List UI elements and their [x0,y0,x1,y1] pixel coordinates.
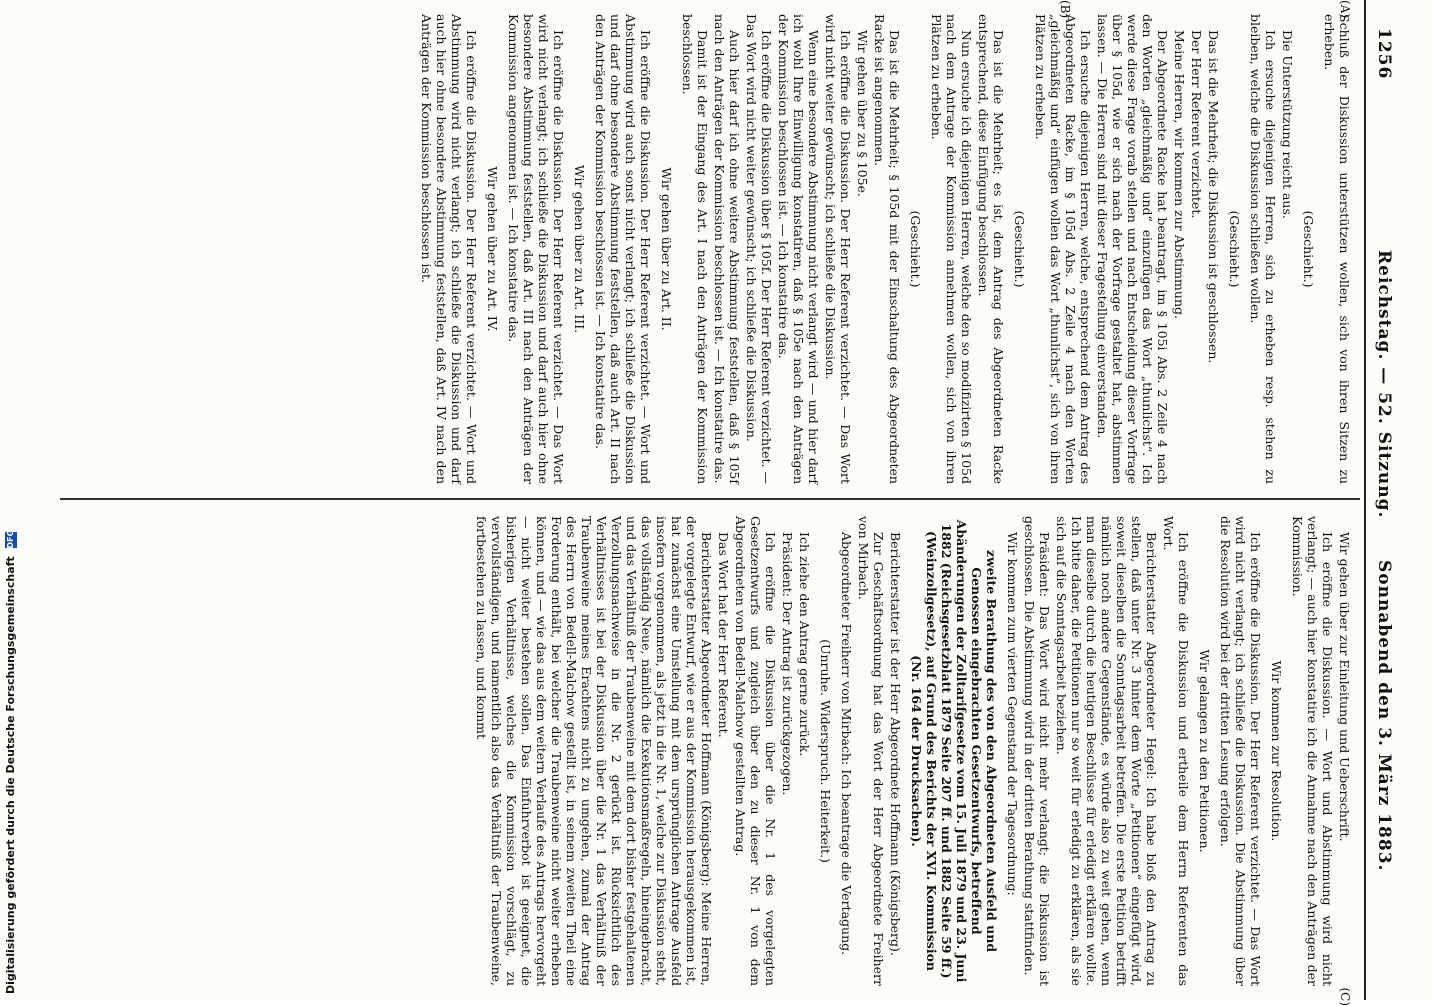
paragraph: Ich eröffne die Diskussion. Der Herr Referent verzichtet. — Wort und Abstimmung wird auch sonst nicht verlangt; ich schließe die Diskussion und darf ohne besondere Abstimmung feststellen, daß auch Art. II nach den Anträgen der Kommission beschlossen ist. — Ich konstatire das. [593,14,653,484]
margin-marker-b: (B) [1058,0,1072,19]
paragraph: Wir gehen über zu § 105e. [855,30,870,197]
paragraph: Wir gelangen zu den Petitionen. [1197,649,1212,853]
paragraph: Präsident: Das Wort wird nicht mehr verlangt; die Diskussion ist geschlossen. Die Abstimmung wird in der dritten Berathung stattfinden. [1022,516,1052,986]
left-column [417,0,1352,484]
paragraph: Berichterstatter Abgeordneter Hoffmann (Königsberg): Meine Herren, der vorgelegte Entwurf, wie er aus der Kommission herausgekommen ist, hat zunächst eine Umstellung mit dem ursprünglichen Antrage Ausfeld insofern vorgenommen, als jetzt in die Nr. 1, welche zur Diskussion steht, das vollständig Neue, nämlich die Exekutionsmaßregeln, hineingebracht, und das Verhältniß der Traubenweine mit dem dort bisher festgehaltenen Verzollungsnachweise in die Nr. 2 gerückt ist. Rücksichtlich des Verhältnisses ist bei der Diskussion über die Nr. 1 das Verhältniß der Traubenweine meines Erachtens nicht zu umgehen, zumal der Antrag des Herrn von Bedell-Malchow gestellt ist, in seinem zweiten Theil eine Forderung enthält, bei welcher die Traubenweine nicht weiter erheben können, und — wie das aus dem weitern Verlaufe des Antrags hervorgeht — nicht weiter bestehen sollen. Das Einfuhrverbot ist geeignet, die bisherigen Verhältnisse, welches die Kommission vorschlägt, zu vervollständigen, und namentlich also das Verhältniß der Traubenweine, fortbestehen zu lassen, und kommt [474,516,714,986]
paragraph: Wir gehen über zur Einleitung und Ueberschrift. [1337,532,1352,842]
footer-credit [4,529,17,994]
paragraph: Der Abgeordnete Racke hat beantragt, im § 105i Abs. 2 Zeile 4 nach den Worten „gleichmäßig und“ einzufügen das Wort „thunlichst“. Ich werde diese Frage vorab stellen und nach Entscheidung dieser Vorfrage über § 105d, wie er sich nach der Vorfrage gestaltet hat, abstimmen lassen. — Die Herren sind mit dieser Fragestellung einverstanden. [1095,14,1170,484]
paragraph: Wenn eine besondere Abstimmung nicht verlangt wird — und hier darf ich wohl Ihre Einwilligung konstatiren, daß § 105e nach den Anträgen der Kommission beschlossen ist. — Ich konstatire das. [776,14,821,484]
paragraph: Die Unterstützung reicht aus. [1280,30,1295,219]
header-right-title: Sonnabend den 3. März 1883. [1374,560,1394,872]
rotated-page [40,0,1400,1006]
paragraph: Wir kommen zur Resolution. [1269,660,1284,842]
paragraph: Das ist die Mehrheit; die Diskussion ist geschlossen. [1206,30,1221,364]
paragraph: Ich eröffne die Diskussion. Der Herr Referent verzichtet. — Das Wort wird nicht verlangt; ich schließe die Diskussion und darf auch hier ohne besondere Abstimmung feststellen, daß Art. III nach den Anträgen der Kommission angenommen ist. — Ich konstatire das. [506,14,566,484]
page-number: 1256 [1374,28,1394,80]
paragraph: (Geschieht.) [1227,210,1242,288]
paragraph: Wir gehen über zu Art. II. [659,167,674,331]
footer-text: Digitalisierung gefördert durch die Deutsche Forschungsgemeinschaft [4,556,17,994]
paragraph: Wir kommen zum vierten Gegenstand der Tagesordnung: [1005,532,1020,896]
paragraph: Zur Geschäftsordnung hat das Wort der Herr Abgeordnete Freiherr von Mirbach. [856,516,886,986]
paragraph: Ich eröffne die Diskussion. Der Herr Referent verzichtet. — Wort und Abstimmung wird nicht verlangt; ich schließe die Diskussion und darf auch hier ohne besondere Abstimmung feststellen, daß Art. IV nach den Anträgen der Kommission beschlossen ist. [419,14,479,484]
page-header [1360,0,1400,1000]
paragraph: Ich ersuche diejenigen Herren, welche, entsprechend dem Antrag des Abgeordneten Racke, im § 105d Abs. 2 Zeile 4 nach den Worten „gleichmäßig und“ einfügen wollen das Wort „thunlichst“, sich von ihren Plätzen zu erheben. [1033,14,1093,484]
paragraph: Schluß der Diskussion unterstützen wollen, sich von ihren Sitzen zu erheben. [1322,14,1352,484]
paragraph: Das ist die Mehrheit; § 105d mit der Einschaltung des Abgeordneten Racke ist angenommen. [872,14,902,484]
paragraph: Auch hier darf ich ohne weitere Abstimmung feststellen, daß § 105f nach den Anträgen der Kommission beschlossen ist. — Ich konstatire das. [712,14,742,484]
paragraph: (Geschieht.) [1301,210,1316,288]
header-rule [1364,0,1366,1000]
paragraph: (Geschieht.) [1012,210,1027,288]
paragraph: Ich eröffne die Diskussion über § 105f. Der Herr Referent verzichtet. — Das Wort wird nicht weiter gewünscht; ich schließe die Diskussion. [744,14,774,484]
paragraph: Damit ist der Eingang des Art. I nach den Anträgen der Kommission beschlossen. [680,14,710,484]
paragraph: Wir gehen über zu Art. IV. [485,166,500,332]
paragraph: Wir gehen über zu Art. III. [572,164,587,334]
paragraph: Ich ersuche diejenigen Herren, sich zu erheben resp. stehen zu bleiben, welche die Diskussion schließen wollen. [1248,14,1278,484]
paragraph: Ich eröffne die Diskussion. — Wort und Abstimmung wird nicht verlangt; — auch hier konstatire ich die Annahme nach den Anträgen der Kommission. [1290,516,1335,986]
paragraph: Präsident: Der Antrag ist zurückgezogen. [780,532,795,796]
paragraph: (Geschieht.) [908,210,923,288]
margin-marker-c: (C) [1338,987,1352,1006]
paragraph: Berichterstatter Abgeordneter Hegel: Ich habe bloß den Antrag zu stellen, daß unter Nr. 3 hinter dem Worte „Petitionen“ eingefügt wird, soweit dieselben die Sonntagsarbeit betreffen. Die erste Petition betrifft nämlich noch andere Gegenstände, es würde also zu weit gehen, wenn man dieselbe durch die heutigen Beschlüsse für erledigt erklären wollte. Ich bitte daher, die Petitionen nur so weit für erledigt zu erklären, als sie sich auf die Sonntagsarbeit beziehen. [1054,516,1159,986]
paragraph: Ich eröffne die Diskussion und ertheile dem Herrn Referenten das Wort. [1161,516,1191,986]
header-left-title: Reichstag. — 52. Sitzung. [1374,250,1394,519]
paragraph: Ich ziehe den Antrag gerne zurück. [797,532,812,757]
paragraph: Der Herr Referent verzichtet. [1189,30,1204,219]
right-column [472,516,1352,1006]
paragraph: Abgeordneter Freiherr von Mirbach: Ich beantrage die Vertagung. [839,532,854,956]
margin-marker-a: (A) [1338,0,1352,19]
paragraph: Das Wort hat der Herr Referent. [716,532,731,738]
paragraph: Ich eröffne die Diskussion über die Nr. 1 des vorgelegten Gesetzentwurfs und zugleich über den zu dieser Nr. 1 von dem Abgeordneten von Bedell-Malchow gestellten Antrag. [733,516,778,986]
agenda-heading: zweite Berathung des von den Abgeordneten Ausfeld und Genossen eingebrachten Gesetzentwurfs, betreffend Abänderungen der Zolltarifgesetze vom 15. Juli 1879 und 23. Juni 1882 (Reichsgesetzblatt 1879 Seite 207 ff. und 1882 Seite 59 ff.) (Weinzollgesetz), auf Grund des Berichts der XVI. Kommission (Nr. 164 der Drucksachen). [909,519,999,983]
paragraph: Ich eröffne die Diskussion. Der Herr Referent verzichtet. — Das Wort wird nicht verlangt; ich schließe die Diskussion. Die Abstimmung über die Resolution wird bei der dritten Lesung erfolgen. [1218,516,1263,986]
paragraph: Das ist die Mehrheit; es ist, dem Antrag des Abgeordneten Racke entsprechend, diese Einfügung beschlossen. [976,14,1006,484]
footer-strip [0,0,24,1000]
paragraph: Berichterstatter ist der Herr Abgeordnete Hoffmann (Königsberg). [888,532,903,956]
column-divider [60,498,1360,500]
dfg-logo-icon: DFG [6,529,15,549]
paragraph: (Unruhe. Widerspruch. Heiterkeit.) [818,639,833,863]
paragraph: Ich eröffne die Diskussion. Der Herr Referent verzichtet. — Das Wort wird nicht weiter gewünscht; ich schließe die Diskussion. [823,14,853,484]
paragraph: Meine Herren, wir kommen zur Abstimmung. [1172,30,1187,319]
paragraph: Nun ersuche ich diejenigen Herren, welche den so modifizirten § 105d nach dem Antrage der Kommission annehmen wollen, sich von ihren Plätzen zu erheben. [929,14,974,484]
